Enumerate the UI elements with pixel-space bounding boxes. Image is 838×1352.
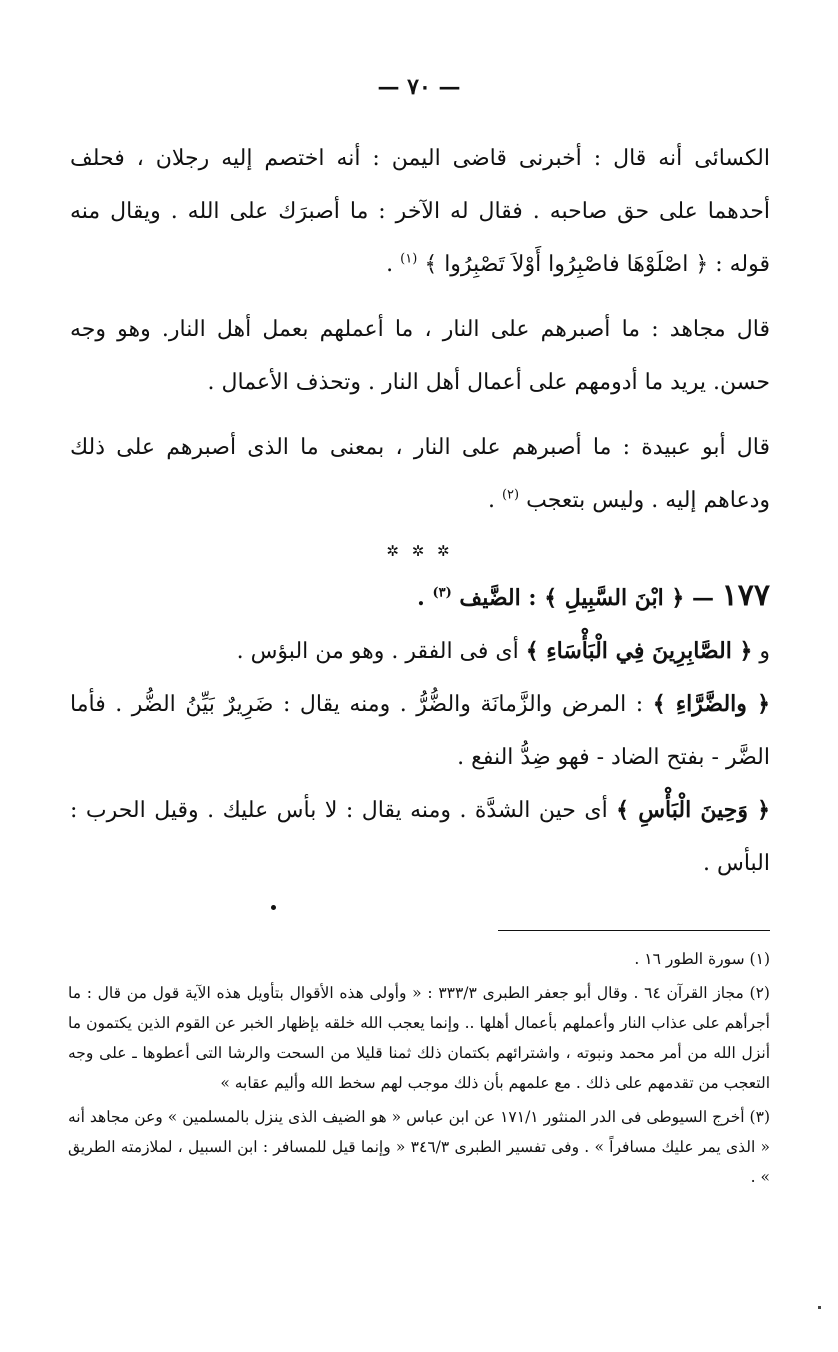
paragraph-al-bas xyxy=(70,784,770,890)
paragraph-al-darraa xyxy=(70,678,770,784)
paragraph-text: : المرض والزَّمانَة والضُّرُّ . ومنه يقال : ضَرِيرٌ بَيِّنُ الضُّر . فأما الضَّر - بفتح الضاد - فهو ضِدُّ النفع . xyxy=(70,692,770,770)
quran-quote: ﴿ وَحِينَ الْبَأْسِ ﴾ xyxy=(616,797,770,823)
quran-quote: ﴿ الصَّابِرِينَ فِي الْبَأْسَاءِ ﴾ xyxy=(525,638,753,664)
main-text xyxy=(70,132,770,890)
entry-end: . xyxy=(417,585,425,611)
footnote-divider xyxy=(498,930,770,931)
footnote-2: (٢) مجاز القرآن ٦٤ . وقال أبو جعفر الطبرى ٣٣٣/٣ : « وأولى هذه الأقوال بتأويل هذه الآية قول من قال : ما أجرأهم على عذاب النار وأعملهم بأعمال أهلها .. وإنما يعجب الله خلقه بإظهار الخبر عن القوم الذين يكتمون ما أنزل الله من أمر محمد ونبوته ، واشترائهم بكتمان ذلك ثمنا قليلا من السحت والرشا التى أعطوها ـ على وجه التعجب من تقدمهم على ذلك . مع علمهم بأن ذلك موجب لهم سخط الله وأليم عقابه » xyxy=(68,984,770,1092)
footnotes xyxy=(68,944,770,1196)
page-number: — ٧٠ — xyxy=(377,74,461,100)
paragraph-mujahid: قال مجاهد : ما أصبرهم على النار ، ما أعملهم بعمل أهل النار. وهو وجه حسن. يريد ما أدومهم على أعمال أهل النار . وتحذف الأعمال . xyxy=(70,317,770,395)
entry-gloss: : الضَّيف xyxy=(459,585,537,611)
paragraph-end: . xyxy=(487,488,495,513)
paragraph-text: الكسائى أنه قال : أخبرنى قاضى اليمن : أنه اختصم إليه رجلان ، فحلف أحدهما على حق صاحبه . فقال له الآخر : ما أصبرَك على الله . ويقال منه قوله : ﴿ اصْلَوْهَا فاصْبِرُوا أَوْلاَ تَصْبِرُوا ﴾ xyxy=(70,146,771,277)
paragraph-text: أى حين الشدَّة . ومنه يقال : لا بأس عليك . وقيل الحرب : البأس . xyxy=(70,798,770,876)
ink-speck xyxy=(271,905,276,910)
quran-term: ﴿ ابْنَ السَّبِيلِ ﴾ xyxy=(544,585,685,611)
paragraph-end: . xyxy=(386,252,394,277)
entry-number: ١٧٧ xyxy=(721,578,770,613)
paragraph-abu-ubaida xyxy=(70,421,770,527)
paragraph-text: قال أبو عبيدة : ما أصبرهم على النار ، بمعنى ما الذى أصبرهم على ذلك ودعاهم إليه . وليس بتعجب xyxy=(70,435,770,513)
entry-dash: — xyxy=(691,585,714,611)
footnote-1: (١) سورة الطور ١٦ . xyxy=(634,950,770,968)
paragraph-al-basa xyxy=(70,625,770,678)
footnote-3: (٣) أخرج السيوطى فى الدر المنثور ١٧١/١ عن ابن عباس « هو الضيف الذى ينزل بالمسلمين » وعن مجاهد أنه « الذى يمر عليك مسافراً » . وفى تفسير الطبرى ٣٤٦/٣ « وإنما قيل للمسافر : ابن السبيل ، لملازمته الطريق » . xyxy=(68,1108,770,1186)
conjunction: و xyxy=(759,639,770,664)
entry-177-heading xyxy=(70,569,770,625)
scan-speck xyxy=(818,1306,821,1309)
paragraph-kisai xyxy=(70,132,770,291)
paragraph-text: أى فى الفقر . وهو من البؤس . xyxy=(236,639,519,664)
footnote-ref-1[interactable]: (١) xyxy=(400,251,418,267)
section-divider-stars: ✲ ✲ ✲ xyxy=(386,542,454,560)
footnote-ref-2[interactable]: (٢) xyxy=(501,487,520,503)
footnote-ref-3[interactable]: (٣) xyxy=(432,585,452,601)
quran-quote: ﴿ والضَّرَّاءِ ﴾ xyxy=(652,691,771,717)
